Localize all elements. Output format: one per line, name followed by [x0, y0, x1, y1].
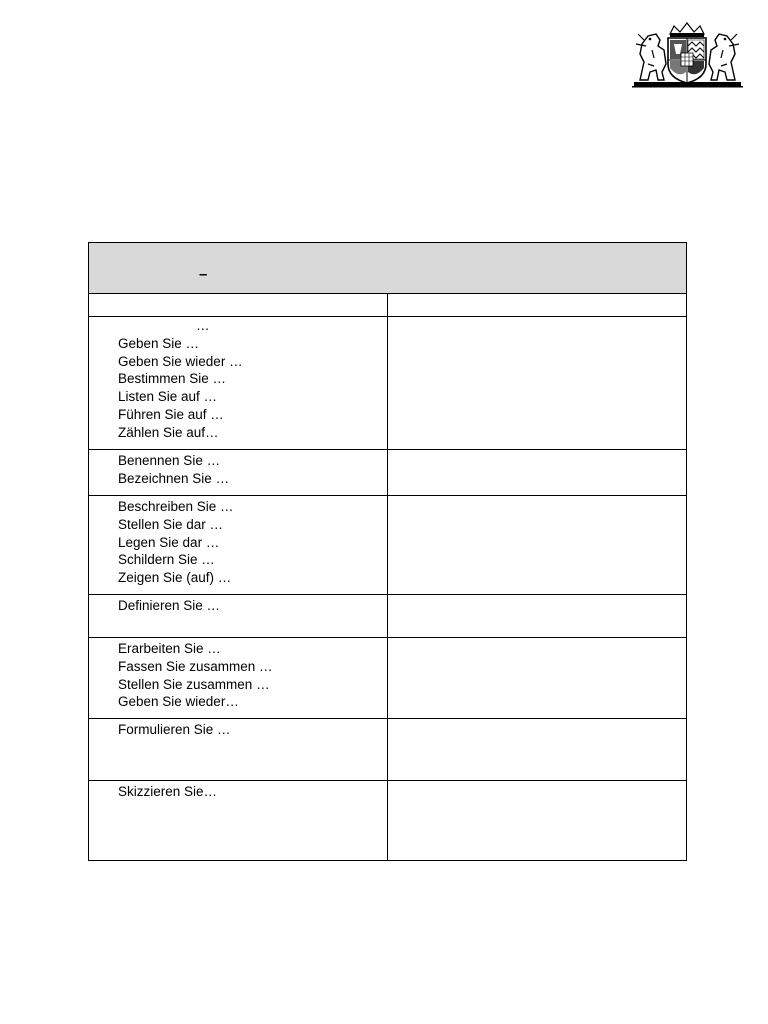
table-row: [89, 496, 687, 595]
description-cell: [388, 496, 687, 595]
operator-line: Geben Sie wieder…: [118, 694, 239, 710]
operator-line: Fassen Sie zusammen …: [118, 658, 273, 674]
table-row: [89, 317, 687, 450]
operator-line: Benennen Sie …: [118, 453, 221, 468]
operator-line: Erarbeiten Sie …: [118, 641, 221, 656]
table-header-row: [89, 243, 687, 294]
description-cell: [388, 450, 687, 496]
description-cell: [388, 595, 687, 638]
operator-cell: [89, 719, 388, 781]
table-row: [89, 638, 687, 719]
table-row: [89, 450, 687, 496]
column-header-description: [388, 294, 687, 317]
operator-line: Definieren Sie …: [118, 598, 221, 613]
operator-line: Beschreiben Sie …: [118, 499, 234, 514]
operator-line: Schildern Sie …: [118, 552, 215, 568]
bavarian-coat-of-arms-icon: [632, 20, 743, 88]
operator-line: Geben Sie wieder …: [118, 353, 243, 369]
description-cell: [388, 317, 687, 450]
table-row: [89, 595, 687, 638]
operator-line: Legen Sie dar …: [118, 534, 220, 550]
operator-line: Stellen Sie zusammen …: [118, 676, 270, 692]
table-row: [89, 719, 687, 781]
column-header-row: [89, 294, 687, 317]
description-cell: [388, 638, 687, 719]
operators-table: [88, 242, 687, 861]
table-row: [89, 781, 687, 861]
operator-cell: [89, 638, 388, 719]
operator-cell: [89, 496, 388, 595]
operator-line: Listen Sie auf …: [118, 389, 218, 405]
operator-line: Zählen Sie auf…: [118, 424, 219, 440]
operator-line: Geben Sie …: [118, 335, 200, 351]
operator-line: Zeigen Sie (auf) …: [118, 570, 232, 586]
header-dash: –: [199, 266, 208, 283]
operator-line: Stellen Sie dar …: [118, 516, 224, 532]
operator-line: Formulieren Sie …: [118, 722, 231, 737]
operator-cell: [89, 781, 388, 861]
operator-line: Bezeichnen Sie …: [118, 470, 230, 486]
operator-line: Führen Sie auf …: [118, 406, 224, 422]
description-cell: [388, 719, 687, 781]
operator-line: Skizzieren Sie…: [118, 784, 218, 799]
column-header-operator: [89, 294, 388, 317]
description-cell: [388, 781, 687, 861]
operator-cell: [89, 450, 388, 496]
operator-cell: [89, 595, 388, 638]
table-header-cell: [89, 243, 687, 294]
operator-cell: [89, 317, 388, 450]
operator-line: …: [196, 318, 210, 333]
operator-line: Bestimmen Sie …: [118, 371, 227, 387]
